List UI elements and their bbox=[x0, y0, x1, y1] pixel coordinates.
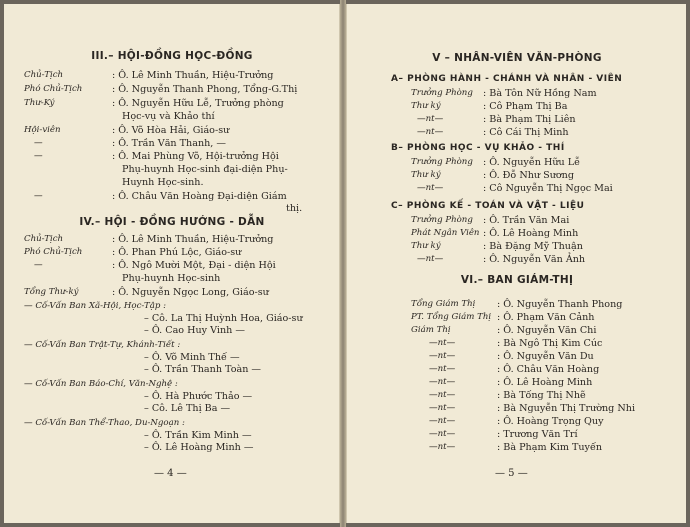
row-text: : Ô. Nguyễn Văn Ảnh bbox=[483, 254, 586, 265]
row-role: —nt— bbox=[429, 429, 456, 439]
row-role: —nt— bbox=[417, 254, 444, 264]
group-heading: C– PHÒNG KẾ - TOÁN VÀ VẬT - LIỆU bbox=[391, 201, 585, 211]
row-role: — bbox=[34, 151, 43, 161]
advisor-name: – Cô. La Thị Huỳnh Hoa, Giáo-sư bbox=[144, 313, 303, 324]
row-text: Huynh Học-sinh. bbox=[122, 177, 204, 188]
row-role: Chủ-Tịch bbox=[24, 70, 64, 80]
advisor-name: – Ô. Trần Kim Minh — bbox=[144, 430, 252, 441]
row-role: Tổng Thư-ký bbox=[24, 287, 79, 297]
advisor-name: – Ô. Hà Phước Thảo — bbox=[144, 391, 253, 402]
row-text: : Ô. Lê Minh Thuần, Hiệu-Trưởng bbox=[112, 70, 274, 81]
row-text: : Cô Cái Thị Minh bbox=[483, 127, 569, 138]
row-text: : Ô. Ngô Mười Một, Đại - diện Hội bbox=[112, 260, 276, 271]
advisor-heading: — Cố-Vấn Ban Xã-Hội, Học-Tập : bbox=[24, 301, 166, 311]
row-role: Phó Chủ-Tịch bbox=[24, 247, 83, 257]
row-text: : Cô Phạm Thị Ba bbox=[483, 101, 568, 112]
row-text: : Ô. Nguyễn Hữu Lễ bbox=[483, 157, 580, 168]
advisor-name: – Ô. Cao Huy Vinh — bbox=[144, 325, 245, 336]
row-text: : Ô. Hoàng Trọng Quy bbox=[497, 416, 604, 427]
row-role: — bbox=[34, 191, 43, 201]
group-heading: A– PHÒNG HÀNH - CHÁNH VÀ NHÂN - VIÊN bbox=[391, 74, 623, 84]
row-role: —nt— bbox=[429, 416, 456, 426]
row-text: : Ô. Phạm Văn Cảnh bbox=[497, 312, 595, 323]
row-text: : Bà Tống Thị Nhẽ bbox=[497, 390, 586, 401]
row-role: —nt— bbox=[429, 351, 456, 361]
row-role: Trưởng Phòng bbox=[411, 88, 473, 98]
row-role: Thư ký bbox=[411, 170, 441, 180]
section-4-title: IV.– HỘI - ĐỒNG HƯỚNG - DẪN bbox=[79, 216, 265, 228]
advisor-heading: — Cố-Vấn Ban Thể-Thao, Du-Ngoạn : bbox=[24, 418, 185, 428]
row-text: : Ô. Trần Văn Mai bbox=[483, 215, 570, 226]
row-role: PT. Tổng Giám Thị bbox=[411, 312, 492, 322]
page-right bbox=[346, 4, 686, 523]
section-5-title: V – NHÂN-VIÊN VĂN-PHÒNG bbox=[432, 52, 602, 64]
row-text: : Trương Văn Trí bbox=[497, 429, 578, 440]
advisor-name: – Ô. Võ Minh Thế — bbox=[144, 352, 240, 363]
section-6-title: VI.– BAN GIÁM-THỊ bbox=[460, 274, 574, 286]
row-text: : Ô. Lê Hoàng Minh bbox=[497, 377, 593, 388]
advisor-name: – Cô. Lê Thị Ba — bbox=[144, 403, 231, 414]
row-text: : Bà Phạm Kim Tuyến bbox=[497, 442, 603, 453]
section-3-title: III.– HỘI-ĐỒNG HỌC-ĐỒNG bbox=[91, 50, 253, 62]
row-text: : Ô. Lê Minh Thuần, Hiệu-Trưởng bbox=[112, 234, 274, 245]
row-role: —nt— bbox=[429, 364, 456, 374]
row-role: Tổng Giám Thị bbox=[411, 299, 476, 309]
row-role: —nt— bbox=[429, 377, 456, 387]
row-role: Hội-viên bbox=[24, 125, 61, 135]
row-text: Phụ-huynh Học-sinh bbox=[122, 273, 221, 284]
row-role: —nt— bbox=[429, 403, 456, 413]
row-text: thị. bbox=[286, 203, 303, 214]
row-text: : Ô. Đỗ Như Sương bbox=[483, 170, 574, 181]
row-role: — bbox=[34, 138, 43, 148]
page-number: — 4 — bbox=[154, 468, 187, 479]
row-role: —nt— bbox=[429, 390, 456, 400]
row-role: —nt— bbox=[417, 114, 444, 124]
row-text: : Ô. Lê Hoàng Minh bbox=[483, 228, 579, 239]
row-role: Phát Ngân Viên bbox=[411, 228, 480, 238]
row-text: Học-vụ và Khảo thí bbox=[122, 111, 215, 122]
group-heading: B– PHÒNG HỌC - VỤ KHẢO - THÍ bbox=[391, 143, 565, 153]
row-text: : Bà Tôn Nữ Hồng Nam bbox=[483, 88, 597, 99]
advisor-name: – Ô. Lê Hoàng Minh — bbox=[144, 442, 254, 453]
row-role: — bbox=[34, 260, 43, 270]
row-text: : Bà Phạm Thị Liên bbox=[483, 114, 576, 125]
row-text: : Ô. Nguyễn Thanh Phong bbox=[497, 299, 623, 310]
row-text: : Ô. Châu Văn Hoàng bbox=[497, 364, 600, 375]
row-role: —nt— bbox=[429, 338, 456, 348]
row-role: Trưởng Phòng bbox=[411, 215, 473, 225]
row-text: : Bà Đặng Mỹ Thuận bbox=[483, 241, 583, 252]
row-text: : Ô. Nguyễn Văn Chi bbox=[497, 325, 597, 336]
row-role: Phó Chủ-Tịch bbox=[24, 84, 83, 94]
row-text: : Ô. Châu Văn Hoàng Đại-diện Giám bbox=[112, 191, 287, 202]
row-text: : Ô. Trần Văn Thanh, — bbox=[112, 138, 227, 149]
row-text: Phụ-huynh Học-sinh đại-diện Phụ- bbox=[122, 164, 288, 175]
row-role: Thư-Ký bbox=[24, 98, 55, 108]
row-role: Chủ-Tịch bbox=[24, 234, 64, 244]
row-text: : Ô. Võ Hòa Hải, Giáo-sư bbox=[112, 125, 230, 136]
page-left bbox=[4, 4, 340, 523]
row-text: : Bà Ngô Thị Kim Cúc bbox=[497, 338, 603, 349]
row-text: : Bà Nguyễn Thị Trường Nhi bbox=[497, 403, 636, 414]
row-role: —nt— bbox=[429, 442, 456, 452]
row-text: : Ô. Nguyễn Văn Du bbox=[497, 351, 594, 362]
advisor-name: – Ô. Trần Thanh Toàn — bbox=[144, 364, 262, 375]
row-text: : Ô. Mai Phùng Võ, Hội-trưởng Hội bbox=[112, 151, 279, 162]
row-text: : Ô. Phan Phú Lộc, Giáo-sư bbox=[112, 247, 242, 258]
advisor-heading: — Cố-Vấn Ban Báo-Chí, Văn-Nghệ : bbox=[24, 379, 178, 389]
row-role: Thư ký bbox=[411, 241, 441, 251]
row-text: : Ô. Nguyễn Hữu Lễ, Trưởng phòng bbox=[112, 98, 284, 109]
row-text: : Ô. Nguyễn Thanh Phong, Tổng-G.Thị bbox=[112, 84, 298, 95]
row-text: : Cô Nguyễn Thị Ngọc Mai bbox=[483, 183, 613, 194]
row-role: Trưởng Phòng bbox=[411, 157, 473, 167]
page-number: — 5 — bbox=[495, 468, 528, 479]
row-role: —nt— bbox=[417, 127, 444, 137]
row-text: : Ô. Nguyễn Ngọc Long, Giáo-sư bbox=[112, 287, 269, 298]
advisor-heading: — Cố-Vấn Ban Trật-Tự, Khánh-Tiết : bbox=[24, 340, 181, 350]
row-role: —nt— bbox=[417, 183, 444, 193]
row-role: Thư ký bbox=[411, 101, 441, 111]
row-role: Giám Thị bbox=[411, 325, 451, 335]
